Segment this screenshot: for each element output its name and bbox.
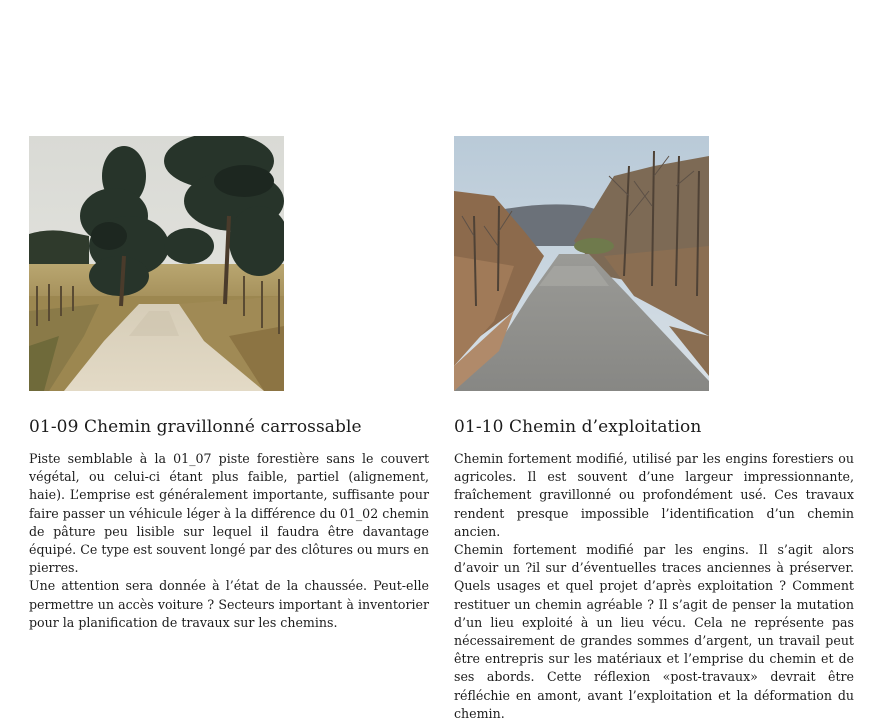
section-title: Chemin d’exploitation [509, 417, 702, 437]
section-body [29, 450, 429, 632]
body-paragraph: Piste semblable à la 01_07 piste forestière sans le couvert végétal, ou celui-ci étant plus faible, partiel (alignement, haie). L’emprise est généralement importante, suffisante pour faire passer un véhicule léger à la différence du 01_02 chemin de pâture peu lisible sur lequel il faudra être davantage équipé. Ce type est souvent longé par des clôtures ou murs en pierres. [29, 451, 429, 576]
section-title: Chemin gravillonné carrossable [84, 417, 362, 437]
photo-gravel-road-with-pines [29, 136, 284, 391]
section-body [454, 450, 854, 723]
section-01-09 [29, 136, 429, 632]
photo-logging-track-image [454, 136, 709, 391]
photo-logging-track [454, 136, 709, 391]
section-01-10 [454, 136, 854, 723]
section-heading [29, 417, 429, 437]
section-code: 01-09 [29, 417, 79, 437]
body-paragraph: Chemin fortement modifié par les engins. Il s’agit alors d’avoir un ?il sur d’éventuelles traces anciennes à préserver. Quels usages et quel projet d’après exploitation ? Comment restituer un chemin agréable ? Il s’agit de penser la mutation d’un lieu exploité à un lieu vécu. Cela ne représente pas nécessairement de grandes sommes d’argent, un travail peut être entrepris sur les matériaux et l’emprise du chemin et de ses abords. Cette réflexion «post-travaux» devrait être réfléchie en amont, avant l’exploitation et la déformation du chemin. [454, 542, 854, 721]
body-paragraph: Chemin fortement modifié, utilisé par les engins forestiers ou agricoles. Il est souvent d’une largeur impressionnante, fraîchement gravillonné ou profondément usé. Ces travaux rendent presque impossible l’identification d’un chemin ancien. [454, 451, 854, 539]
section-code: 01-10 [454, 417, 504, 437]
photo-gravel-road-with-pines-image [29, 136, 284, 391]
body-paragraph: Une attention sera donnée à l’état de la chaussée. Peut-elle permettre un accès voiture ? Secteurs important à inventorier pour la planification de travaux sur les chemins. [29, 578, 429, 630]
section-heading [454, 417, 854, 437]
